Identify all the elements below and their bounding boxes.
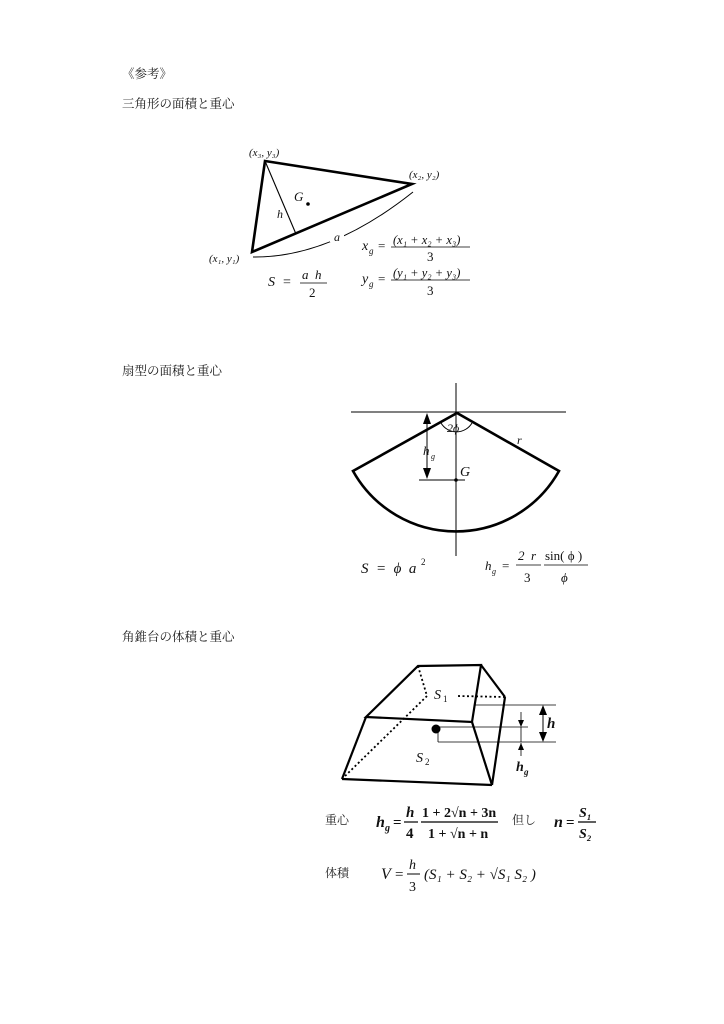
frac1-denominator: 3	[524, 570, 531, 585]
yg-sub: g	[369, 279, 374, 289]
area-denominator: 2	[309, 285, 316, 300]
centroid-label: G	[294, 189, 304, 204]
section-title-triangle: 三角形の面積と重心	[122, 96, 235, 111]
area-lhs: S	[268, 275, 275, 290]
yg-lhs: y	[362, 272, 369, 287]
h-arrow-up-icon	[539, 705, 547, 715]
hg-sub: g	[431, 452, 435, 461]
formula-n-lhs: n	[554, 814, 563, 831]
formula-v-body: (S₁ + S₂ + √S₁ S₂ )	[424, 867, 536, 883]
formula-four: 4	[406, 826, 414, 842]
centroid-formula-label: 重心	[325, 813, 350, 827]
base-label: a	[334, 230, 340, 244]
frac2-denominator: ϕ	[561, 570, 568, 585]
formula-n-eq: =	[566, 815, 575, 831]
frac2-numerator: sin( ϕ )	[545, 548, 583, 563]
formula-v-lhs: V	[381, 866, 391, 883]
sector-area-exp: 2	[421, 557, 426, 567]
formula-h-over: h	[406, 805, 415, 821]
formula-n-numerator: S₁	[579, 806, 592, 821]
formula-denominator: 1 + √n + n	[428, 827, 489, 842]
xg-lhs: x	[362, 239, 369, 254]
s2-sub: 2	[425, 757, 430, 767]
vertex2-label: (x₂, y₂)	[409, 169, 440, 181]
hg-label: h	[516, 760, 524, 775]
volume-formula-label: 体積	[325, 866, 350, 880]
hg-label: h	[423, 443, 430, 458]
formula-hg-sub: g	[385, 823, 390, 834]
s1-sub: 1	[443, 694, 448, 704]
hg-sub: g	[524, 767, 529, 777]
s2-label: S	[416, 751, 423, 766]
sector-hg-lhs: h	[485, 558, 492, 573]
xg-eq: =	[378, 238, 386, 253]
vertex1-label: (x₁, y₁)	[209, 253, 240, 265]
formula-eq: =	[393, 815, 402, 831]
section-title-sector: 扇型の面積と重心	[122, 363, 223, 378]
formula-v-three: 3	[409, 880, 416, 895]
xg-sub: g	[369, 246, 374, 256]
reference-label: 《参考》	[122, 66, 173, 81]
xg-numerator: (x₁ + x₂ + x₃)	[393, 233, 461, 247]
formula-numerator: 1 + 2√n + 3n	[422, 806, 497, 821]
hg-arrow-up-icon	[518, 743, 524, 750]
provided-label: 但し	[512, 813, 537, 827]
formula-n-denominator: S₂	[579, 827, 592, 842]
h-arrow-down-icon	[539, 732, 547, 742]
sector-hg-eq: =	[502, 558, 510, 573]
radius-label: r	[517, 433, 522, 447]
formula-v-eq: =	[395, 867, 404, 883]
frac1-numerator: 2 r	[518, 548, 537, 563]
formula-v-h: h	[409, 858, 416, 873]
xg-denominator: 3	[427, 249, 434, 264]
frustum-top-face	[366, 665, 481, 722]
centroid-dot	[432, 725, 441, 734]
height-label: h	[277, 207, 283, 221]
vertex3-label: (x₃, y₃)	[249, 147, 280, 159]
formula-hg-lhs: h	[376, 814, 385, 831]
h-label: h	[547, 716, 556, 732]
sector-hg-sub: g	[492, 567, 496, 576]
yg-denominator: 3	[427, 283, 434, 298]
hg-arrow-down-icon	[518, 720, 524, 727]
sector-area-formula: S = ϕ a	[361, 561, 417, 577]
s1-label: S	[434, 688, 441, 703]
area-eq: =	[283, 275, 291, 290]
section-title-frustum: 角錐台の体積と重心	[122, 629, 235, 644]
yg-numerator: (y₁ + y₂ + y₃)	[393, 266, 461, 280]
centroid-label: G	[460, 465, 471, 480]
yg-eq: =	[378, 271, 386, 286]
angle-label: 2ϕ	[447, 421, 460, 435]
area-numerator: a h	[302, 267, 322, 282]
